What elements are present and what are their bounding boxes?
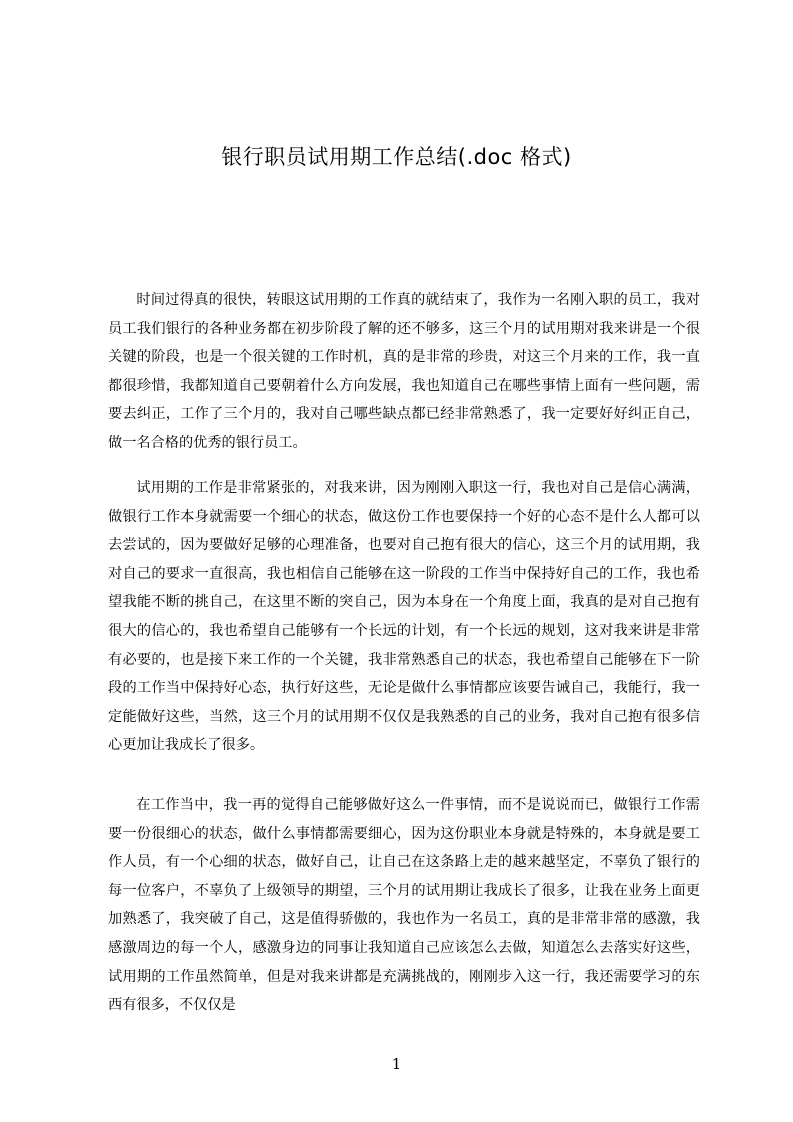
body-paragraph-1: 时间过得真的很快，转眼这试用期的工作真的就结束了，我作为一名刚入职的员工，我对员工我们银行的各种业务都在初步阶段了解的还不够多，这三个月的试用期对我来讲是一个很关键的阶段，也是一个很关键的工作时机，真的是非常的珍贵，对这三个月来的工作，我一直都很珍惜，我都知道自己要朝着什么方向发展，我也知道自己在哪些事情上面有一些问题，需要去纠正，工作了三个月的，我对自己哪些缺点都已经非常熟悉了，我一定要好好纠正自己，做一名合格的优秀的银行员工。	[108, 292, 700, 451]
document-title: 银行职员试用期工作总结(.doc 格式)	[221, 145, 572, 169]
body-paragraph-2: 试用期的工作是非常紧张的，对我来讲，因为刚刚入职这一行，我也对自己是信心满满，做银行工作本身就需要一个细心的状态，做这份工作也要保持一个好的心态不是什么人都可以去尝试的，因为要做好足够的心理准备，也要对自己抱有很大的信心，这三个月的试用期，我对自己的要求一直很高，我也相信自己能够在这一阶段的工作当中保持好自己的工作，我也希望我能不断的挑自己，在这里不断的突自己，因为本身在一个角度上面，我真的是对自己抱有很大的信心的，我也希望自己能够有一个长远的计划，有一个长远的规划，这对我来讲是非常有必要的，也是接下来工作的一个关键，我非常熟悉自己的状态，我也希望自己能够在下一阶段的工作当中保持好心态，执行好这些，无论是做什么事情都应该要告诫自己，我能行，我一定能做好这些，当然，这三个月的试用期不仅仅是我熟悉的自己的业务，我对自己抱有很多信心更加让我成长了很多。	[108, 480, 700, 754]
page-number: 1	[391, 1055, 402, 1073]
body-paragraph-3: 在工作当中，我一再的觉得自己能够做好这么一件事情，而不是说说而已，做银行工作需要一份很细心的状态，做什么事情都需要细心，因为这份职业本身就是特殊的，本身就是要工作人员，有一个心细的状态，做好自己，让自己在这条路上走的越来越坚定，不辜负了银行的每一位客户，不辜负了上级领导的期望，三个月的试用期让我成长了很多，让我在业务上面更加熟悉了，我突破了自己，这是值得骄傲的，我也作为一名员工，真的是非常非常的感激，我感激周边的每一个人，感激身边的同事让我知道自己应该怎么去做，知道怎么去落实好这些，试用期的工作虽然简单，但是对我来讲都是充满挑战的，刚刚步入这一行，我还需要学习的东西有很多，不仅仅是	[108, 797, 700, 1014]
